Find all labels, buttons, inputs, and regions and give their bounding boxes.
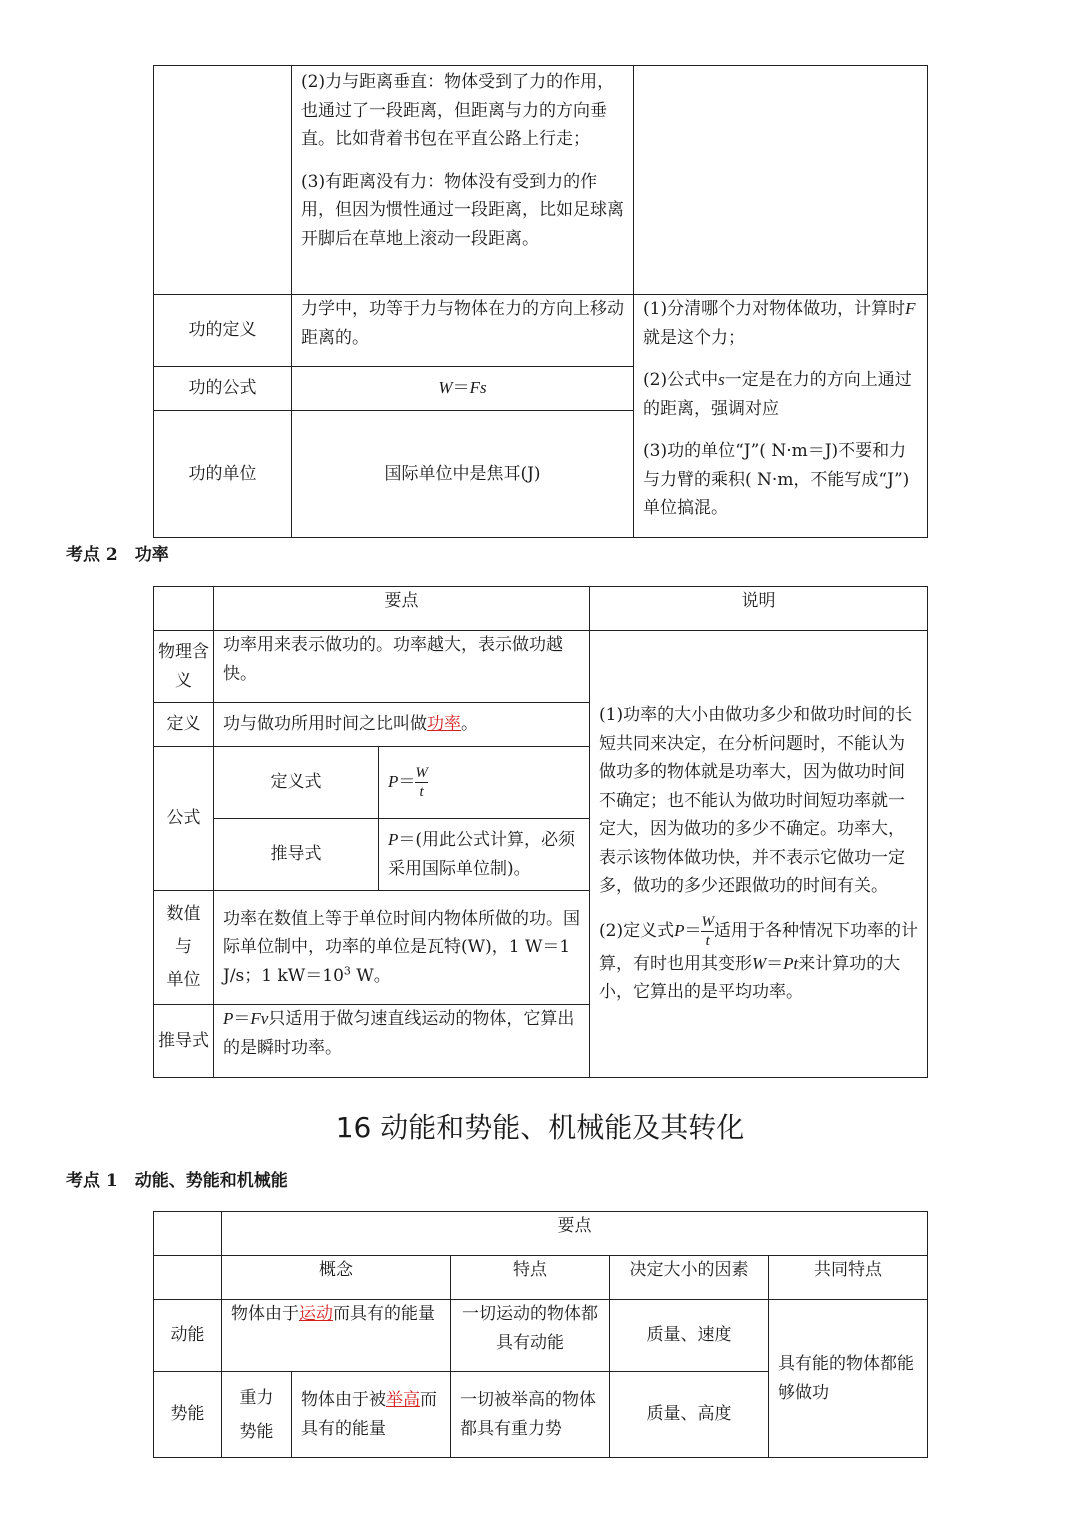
table-row xyxy=(154,1256,928,1300)
highlight-term: 运动 xyxy=(299,1304,333,1324)
cell-text: 力学中，功等于力与物体在力的方向上移动距离的。 xyxy=(292,295,634,367)
column-header: 要点 xyxy=(222,1212,928,1256)
row-label: 定义 xyxy=(154,703,214,747)
formula: P＝ $\frac{W}{t}$ xyxy=(379,747,590,819)
section-title: 16 动能和势能、机械能及其转化 xyxy=(335,1111,745,1144)
row-label: 推导式 xyxy=(154,1005,214,1078)
note-text: (1)功率的大小由做功多少和做功时间的长短共同来决定，在分析问题时，不能认为做功多的物体就是功率大，因为做功时间不确定；也不能认为做功时间短功率就一定大，因为做功的多少不确定。功率大，表示该物体做功快，并不表示它做功一定多，做功的多少还跟做功的时间有关。 xyxy=(599,705,913,897)
work-table xyxy=(153,65,928,538)
table-row xyxy=(154,66,928,295)
sub-label: 推导式 xyxy=(214,819,379,891)
column-header: 要点 xyxy=(214,587,590,631)
cell-text: 具有能的物体都能够做功 xyxy=(769,1300,928,1458)
power-table xyxy=(153,586,928,1078)
note-cell xyxy=(590,631,928,1078)
cell-text: 质量、高度 xyxy=(610,1372,769,1458)
row-label: 势能 xyxy=(154,1372,222,1458)
cell-text: 质量、速度 xyxy=(610,1300,769,1372)
table-cell xyxy=(154,1212,222,1256)
energy-table xyxy=(153,1211,928,1458)
table-cell xyxy=(292,66,634,295)
fraction: $\frac{W}{t}$ xyxy=(415,765,428,800)
cell-text: 功率在数值上等于单位时间内物体所做的功。国际单位制中，功率的单位是瓦特(W)，1 W＝1 J/s；1 $kW=10^3$ W。 xyxy=(214,891,590,1005)
cell-text: 功率用来表示做功的。功率越大，表示做功越快。 xyxy=(214,631,590,703)
column-header: 说明 xyxy=(590,587,928,631)
row-label: 功的单位 xyxy=(154,411,292,538)
table-row xyxy=(154,1300,928,1372)
row-label: 功的定义 xyxy=(154,295,292,367)
formula: P＝(用此公式计算，必须采用国际单位制)。 xyxy=(379,819,590,891)
row-label: 物理含义 xyxy=(154,631,214,703)
formula: W＝Fs xyxy=(292,367,634,411)
note-cell xyxy=(634,295,928,538)
table-cell xyxy=(154,66,292,295)
note-text: (3)功的单位“J”( N·m＝J)不要和力与力臂的乘积( N·m，不能写成“J”)单位搞混。 xyxy=(643,441,910,518)
table-row xyxy=(154,1212,928,1256)
table-row xyxy=(154,295,928,367)
table-cell xyxy=(154,587,214,631)
table-row xyxy=(154,631,928,703)
note-text: (2)定义式P＝ $\frac{W}{t}$ 适用于各种情况下功率的计算，有时也用其变形W＝Pt来计算功的大小，它算出的是平均功率。 xyxy=(599,913,918,1003)
highlight-term: 功率 xyxy=(427,714,461,735)
note-text: (2)公式中s一定是在力的方向上通过的距离，强调对应 xyxy=(643,370,912,419)
cell-text: P＝Fv只适用于做匀速直线运动的物体，它算出的是瞬时功率。 xyxy=(214,1005,590,1078)
table-cell xyxy=(154,1256,222,1300)
table-cell xyxy=(634,66,928,295)
sub-label: 定义式 xyxy=(214,747,379,819)
row-label: 动能 xyxy=(154,1300,222,1372)
cell-text: 物体由于运动而具有的能量 xyxy=(222,1300,451,1372)
cell-text: (2)力与距离垂直：物体受到了力的作用，也通过了一段距离，但距离与力的方向垂直。比如背着书包在平直公路上行走； xyxy=(301,72,615,149)
cell-text: 功与做功所用时间之比叫做功率。 xyxy=(214,703,590,747)
cell-text: 国际单位中是焦耳(J) xyxy=(292,411,634,538)
highlight-term: 举高 xyxy=(386,1390,420,1410)
note-text: (1)分清哪个力对物体做功，计算时F就是这个力； xyxy=(643,299,916,348)
row-label: 功的公式 xyxy=(154,367,292,411)
cell-text: 一切运动的物体都具有动能 xyxy=(451,1300,610,1372)
table-row xyxy=(154,587,928,631)
cell-text: (3)有距离没有力：物体没有受到力的作用，但因为惯性通过一段距离，比如足球离开脚后在草地上滚动一段距离。 xyxy=(301,171,624,249)
row-label: 数值 与 单位 xyxy=(154,891,214,1005)
sub-label: 重力 势能 xyxy=(222,1372,292,1458)
column-header: 概念 xyxy=(222,1256,451,1300)
section-label: 考点 1 动能、势能和机械能 xyxy=(66,1171,288,1191)
column-header: 决定大小的因素 xyxy=(610,1256,769,1300)
fraction: $\frac{W}{t}$ xyxy=(701,913,714,949)
cell-text: 物体由于被举高而具有的能量 xyxy=(292,1372,451,1458)
column-header: 特点 xyxy=(451,1256,610,1300)
section-label: 考点 2 功率 xyxy=(66,545,169,565)
row-label: 公式 xyxy=(154,747,214,891)
column-header: 共同特点 xyxy=(769,1256,928,1300)
cell-text: 一切被举高的物体都具有重力势 xyxy=(451,1372,610,1458)
